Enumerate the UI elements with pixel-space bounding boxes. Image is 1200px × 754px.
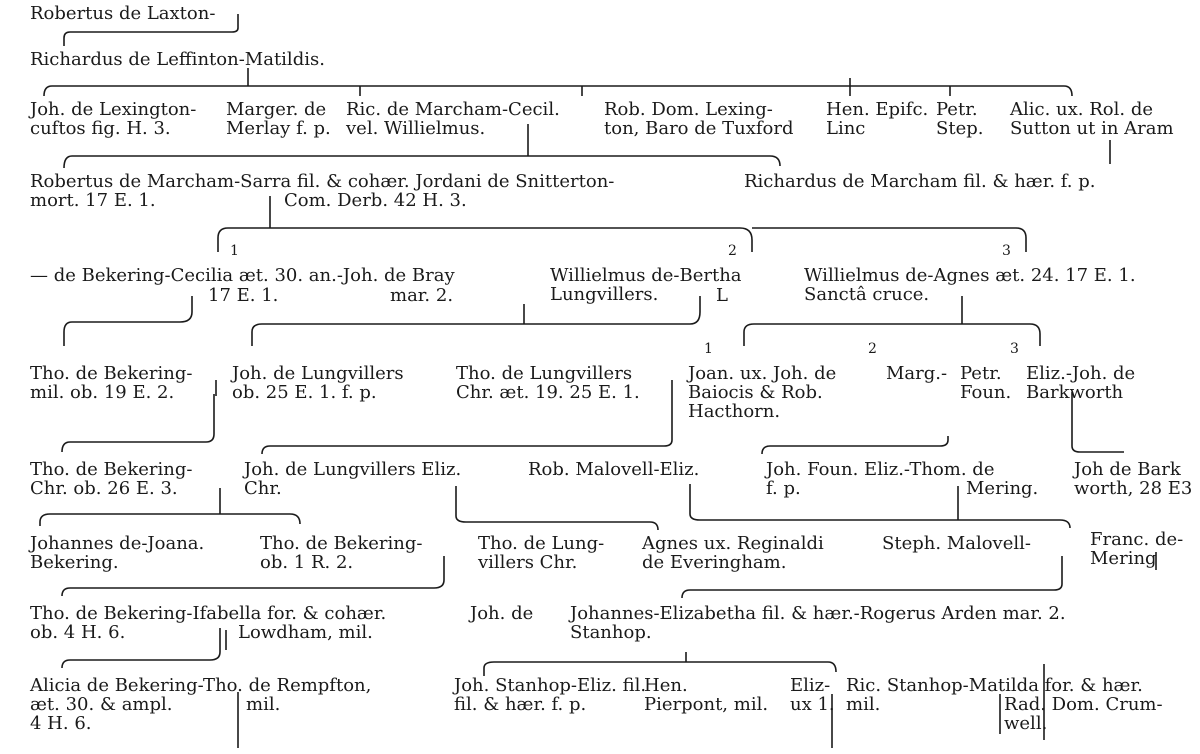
- person-eliz-joh-de-barkworth: Eliz.-Joh. de Barkworth: [1026, 363, 1136, 403]
- person-joan-ux: Joan. ux. Joh. de Baiocis & Rob. Hacthorn.: [688, 363, 837, 422]
- note-com-derb: Com. Derb. 42 H. 3.: [284, 190, 467, 211]
- note-l: L: [716, 285, 728, 306]
- marriage-number-2: 2: [728, 243, 737, 259]
- marriage-number-3: 3: [1002, 243, 1011, 259]
- connector-line: [752, 228, 1026, 252]
- person-hen-pierpont: Hen. Pierpont, mil.: [644, 675, 769, 715]
- person-robertus-de-laxton: Robertus de Laxton-: [30, 3, 216, 24]
- person-rob-dom-lexington: Rob. Dom. Lexing- ton, Baro de Tuxford: [604, 99, 794, 139]
- connector-line: [40, 514, 300, 526]
- person-petr-foun: Petr. Foun.: [960, 363, 1012, 403]
- person-ric-de-marcham: Ric. de Marcham-Cecil. vel. Willielmus.: [346, 99, 560, 139]
- person-ric-stanhop: Ric. Stanhop-Matilda for. & hær. mil.: [846, 675, 1143, 715]
- connector-line: [218, 228, 752, 252]
- connector-line: [44, 86, 1072, 96]
- person-tho-de-bekering-mil: Tho. de Bekering- mil. ob. 19 E. 2.: [30, 363, 193, 403]
- connector-line: [64, 156, 780, 168]
- connector-line: [64, 296, 192, 346]
- person-steph-malovell: Steph. Malovell-: [882, 533, 1031, 554]
- note-lowdham: Lowdham, mil.: [238, 622, 373, 643]
- person-rad-dom-crumwell: Rad. Dom. Crum- well.: [1004, 694, 1163, 734]
- person-robertus-de-marcham: Robertus de Marcham-Sarra fil. & cohær. Jordani de Snitterton- mort. 17 E. 1.: [30, 171, 615, 211]
- note-mering: Mering.: [966, 478, 1039, 499]
- person-agnes-ux-reginaldi: Agnes ux. Reginaldi de Everingham.: [642, 533, 824, 573]
- note-17-e-1: 17 E. 1.: [208, 285, 279, 306]
- person-de-bekering-cecilia: — de Bekering-Cecilia æt. 30. an.-Joh. de Bray: [30, 265, 455, 286]
- person-tho-de-lungvillers-chr: Tho. de Lung- villers Chr.: [478, 533, 605, 573]
- person-petr-step: Petr. Step.: [936, 99, 984, 139]
- child-number-2: 2: [868, 341, 877, 357]
- connector-line: [484, 662, 836, 676]
- person-marg: Marg.-: [886, 363, 948, 384]
- person-eliz-ux1: Eliz- ux 1.: [790, 675, 835, 715]
- child-number-1: 1: [704, 341, 713, 357]
- person-willielmus-de-sancta-cruce: Willielmus de-Agnes æt. 24. 17 E. 1. Sanctâ cruce.: [804, 265, 1136, 305]
- person-marger-de-merlay: Marger. de Merlay f. p.: [226, 99, 331, 139]
- person-joh-de-barkworth: Joh de Bark worth, 28 E3: [1074, 459, 1193, 499]
- person-joh-foun: Joh. Foun. Eliz.-Thom. de f. p.: [766, 459, 995, 499]
- connector-line: [762, 436, 948, 454]
- marriage-number-1: 1: [230, 243, 239, 259]
- note-mil: mil.: [246, 694, 281, 715]
- person-tho-de-bekering-ob: Tho. de Bekering- ob. 1 R. 2.: [260, 533, 423, 573]
- person-richardus-de-marcham: Richardus de Marcham fil. & hær. f. p.: [744, 171, 1096, 192]
- person-joh-de-lexington: Joh. de Lexington- cuftos fig. H. 3.: [30, 99, 197, 139]
- person-joh-stanhop: Joh. Stanhop-Eliz. fil. fil. & hær. f. p.: [454, 675, 647, 715]
- person-franc-de-mering: Franc. de- Mering: [1090, 529, 1184, 569]
- connector-line: [456, 486, 658, 530]
- person-joh-de: Joh. de: [470, 603, 534, 624]
- connector-line: [744, 324, 1040, 346]
- person-johannes-de-bekering: Johannes de-Joana. Bekering.: [30, 533, 205, 573]
- person-johannes-stanhop: Johannes-Elizabetha fil. & hær.-Rogerus Arden mar. 2. Stanhop.: [570, 603, 1066, 643]
- person-alicia-de-bekering: Alicia de Bekering-Tho. de Rempfton, æt. 30. & ampl. 4 H. 6.: [30, 675, 372, 734]
- person-tho-de-lungvillers: Tho. de Lungvillers Chr. æt. 19. 25 E. 1.: [456, 363, 640, 403]
- person-richardus-de-leffinton: Richardus de Leffinton-Matildis.: [30, 49, 325, 70]
- child-number-3: 3: [1010, 341, 1019, 357]
- person-willielmus-de-lungvillers: Willielmus de-Bertha Lungvillers.: [550, 265, 742, 305]
- person-joh-de-lungvillers-chr: Joh. de Lungvillers Eliz. Chr.: [244, 459, 462, 499]
- person-rob-malovell: Rob. Malovell-Eliz.: [528, 459, 700, 480]
- person-tho-de-bekering-chr: Tho. de Bekering- Chr. ob. 26 E. 3.: [30, 459, 193, 499]
- person-tho-de-bekering-isabella: Tho. de Bekering-Ifabella for. & cohær. ob. 4 H. 6.: [30, 603, 387, 643]
- person-hen-episc: Hen. Epifc. Linc: [826, 99, 929, 139]
- person-joh-de-lungvillers: Joh. de Lungvillers ob. 25 E. 1. f. p.: [232, 363, 404, 403]
- note-mar-2: mar. 2.: [390, 285, 454, 306]
- person-alic-ux-rol-de-sutton: Alic. ux. Rol. de Sutton ut in Aram: [1010, 99, 1174, 139]
